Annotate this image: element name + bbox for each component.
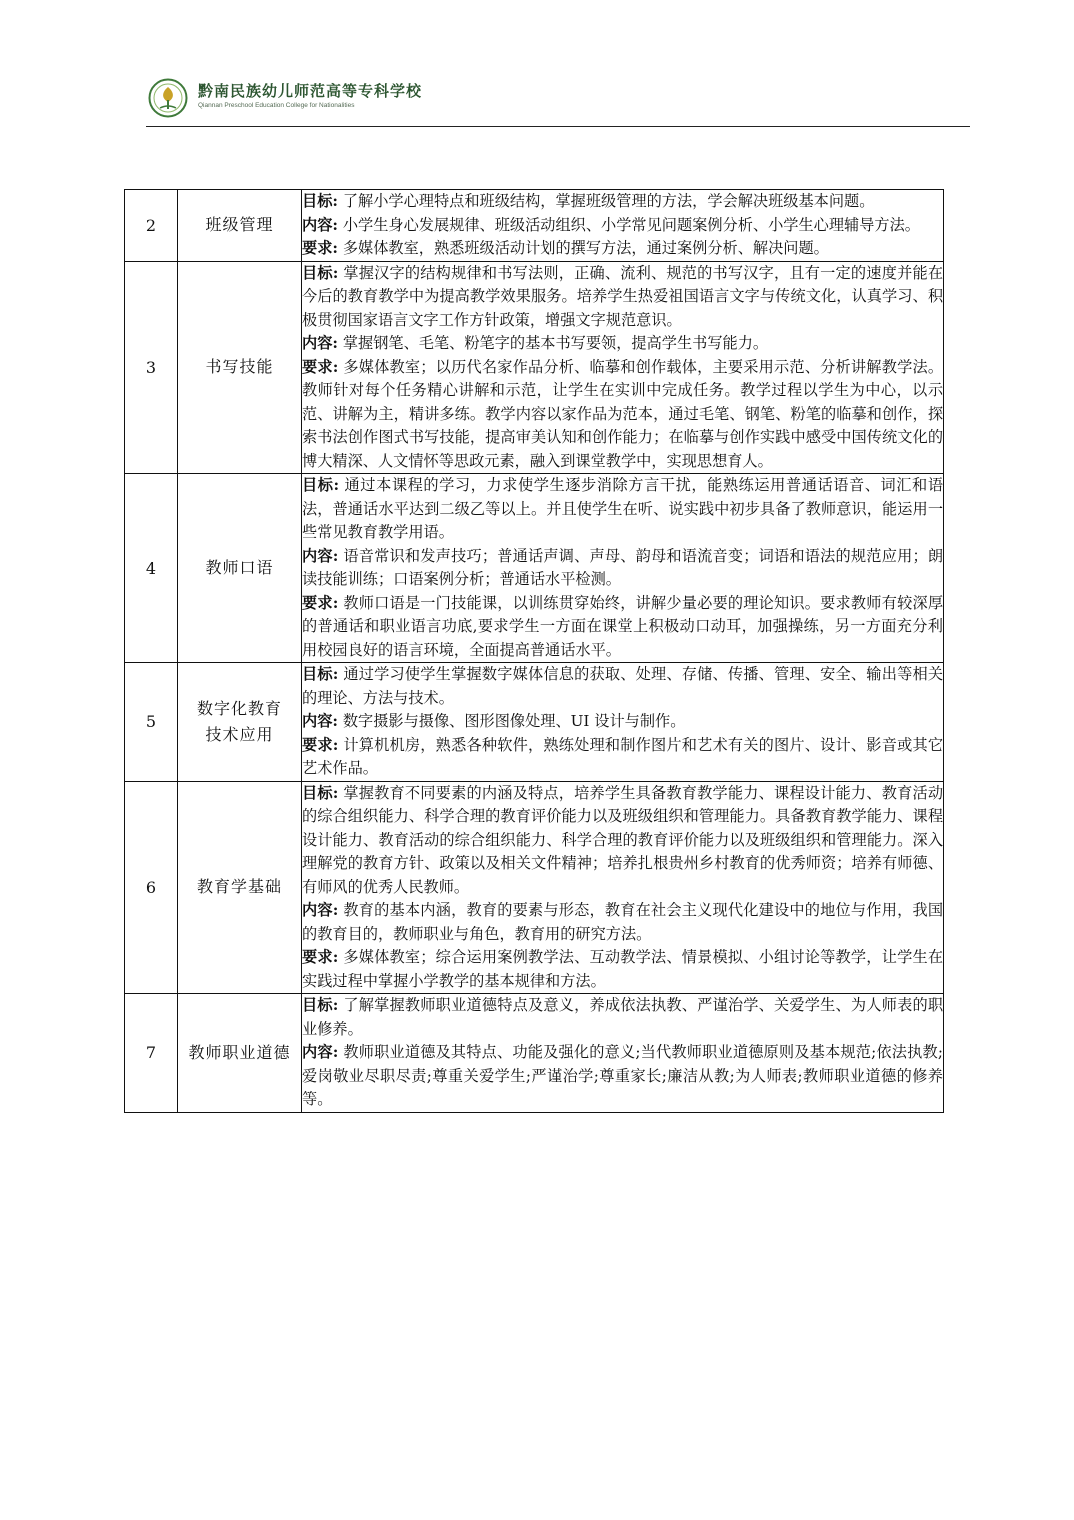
header-divider <box>146 126 970 127</box>
goal-text: 通过学习使学生掌握数字媒体信息的获取、处理、存储、传播、管理、安全、输出等相关的理论、方法与技术。 <box>302 665 944 707</box>
school-name: 黔南民族幼儿师范高等专科学校 <box>198 82 423 100</box>
requirement-text: 多媒体教室，熟悉班级活动计划的撰写方法，通过案例分析、解决问题。 <box>342 239 829 257</box>
requirement-label: 要求: <box>302 357 339 376</box>
table-row <box>125 474 944 663</box>
goal-text: 掌握汉字的结构规律和书写法则，正确、流利、规范的书写汉字，且有一定的速度并能在今后的教育教学中为提高教学效果服务。培养学生热爱祖国语言文字与传统文化，认真学习、积极贯彻国家语言文字工作方针政策，增强文字规范意识。 <box>302 263 944 329</box>
content-text: 教师职业道德及其特点、功能及强化的意义;当代教师职业道德原则及基本规范;依法执教;爱岗敬业尽职尽责;尊重关爱学生;严谨治学;尊重家长;廉洁从教;为人师表;教师职业道德的修养等。 <box>302 1043 944 1108</box>
goal-text: 掌握教育不同要素的内涵及特点，培养学生具备教育教学能力、课程设计能力、教育活动的综合组织能力、科学合理的教育评价能力以及班级组织和管理能力。具备教育教学能力、课程设计能力、教育活动的综合组织能力、科学合理的教育评价能力以及班级组织和管理能力。深入理解党的教育方针、政策以及相关文件精神；培养扎根贵州乡村教育的优秀师资；培养有师德、有师风的优秀人民教师。 <box>302 783 944 896</box>
row-number: 2 <box>125 190 178 262</box>
course-name: 教育学基础 <box>178 781 302 994</box>
table-row <box>125 994 944 1113</box>
requirement-label: 要求: <box>302 593 339 612</box>
goal-label: 目标: <box>302 476 340 494</box>
table-row <box>125 190 944 262</box>
row-number: 4 <box>125 474 178 663</box>
school-emblem-icon <box>148 78 188 118</box>
requirement-text: 多媒体教室；以历代名家作品分析、临摹和创作载体，主要采用示范、分析讲解教学法。教师针对每个任务精心讲解和示范，让学生在实训中完成任务。教学过程以学生为中心，以示范、讲解为主，精讲多练。教学内容以家作品为范本，通过毛笔、钢笔、粉笔的临摹和创作，探索书法创作图式书写技能，提高审美认知和创作能力；在临摹与创作实践中感受中国传统文化的博大精深、人文情怀等思政元素，融入到课堂教学中，实现思想育人。 <box>302 357 944 470</box>
requirement-text: 多媒体教室；综合运用案例教学法、互动教学法、情景模拟、小组讨论等教学，让学生在实践过程中掌握小学教学的基本规律和方法。 <box>302 948 944 990</box>
table-row <box>125 663 944 782</box>
course-name-text: 数字化教育技术应用 <box>196 698 282 744</box>
course-name: 书写技能 <box>178 261 302 474</box>
content-label: 内容: <box>302 334 338 352</box>
course-name: 教师职业道德 <box>178 994 302 1113</box>
course-name <box>178 663 302 782</box>
row-number: 7 <box>125 994 178 1113</box>
content-text: 小学生身心发展规律、班级活动组织、小学常见问题案例分析、小学生心理辅导方法。 <box>342 215 920 234</box>
course-description <box>302 663 944 782</box>
goal-label: 目标: <box>302 192 338 210</box>
content-text: 掌握钢笔、毛笔、粉笔字的基本书写要领，提高学生书写能力。 <box>342 334 769 352</box>
course-description <box>302 474 944 663</box>
requirement-text: 计算机机房，熟悉各种软件，熟练处理和制作图片和艺术有关的图片、设计、影音或其它艺术作品。 <box>302 735 944 777</box>
content-text: 语音常识和发声技巧；普通话声调、声母、韵母和语流音变；词语和语法的规范应用；朗读技能训练；口语案例分析；普通话水平检测。 <box>302 546 944 588</box>
row-number: 6 <box>125 781 178 994</box>
goal-label: 目标: <box>302 263 339 282</box>
content-label: 内容: <box>302 901 339 919</box>
course-description <box>302 190 944 262</box>
table-row <box>125 261 944 474</box>
goal-text: 了解掌握教师职业道德特点及意义，养成依法执教、严谨治学、关爱学生、为人师表的职业修养。 <box>302 996 944 1038</box>
content-label: 内容: <box>302 712 338 730</box>
course-description <box>302 781 944 994</box>
content-label: 内容: <box>302 1043 339 1061</box>
content-text: 数字摄影与摄像、图形图像处理、UI 设计与制作。 <box>342 712 686 730</box>
course-name: 班级管理 <box>178 190 302 262</box>
course-name: 教师口语 <box>178 474 302 663</box>
requirement-label: 要求: <box>302 735 339 754</box>
requirement-text: 教师口语是一门技能课，以训练贯穿始终，讲解少量必要的理论知识。要求教师有较深厚的普通话和职业语言功底,要求学生一方面在课堂上积极动口动耳，加强操练，另一方面充分利用校园良好的语言环境，全面提高普通话水平。 <box>302 593 944 659</box>
requirement-label: 要求: <box>302 239 338 257</box>
course-table <box>124 189 944 1113</box>
course-description <box>302 261 944 474</box>
course-description <box>302 994 944 1113</box>
goal-label: 目标: <box>302 996 339 1014</box>
goal-label: 目标: <box>302 665 339 683</box>
school-name-en: Qiannan Preschool Education College for Nationalities <box>198 102 355 109</box>
row-number: 5 <box>125 663 178 782</box>
goal-text: 了解小学心理特点和班级结构，掌握班级管理的方法，学会解决班级基本问题。 <box>342 192 875 210</box>
table-row <box>125 781 944 994</box>
requirement-label: 要求: <box>302 948 339 966</box>
content-label: 内容: <box>302 546 339 565</box>
goal-text: 通过本课程的学习，力求使学生逐步消除方言干扰，能熟练运用普通话语音、词汇和语法，普通话水平达到二级乙等以上。并且使学生在听、说实践中初步具备了教师意识，能运用一些常见教育教学用语。 <box>302 476 944 541</box>
content-text: 教育的基本内涵，教育的要素与形态，教育在社会主义现代化建设中的地位与作用，我国的教育目的，教师职业与角色，教育用的研究方法。 <box>302 901 944 943</box>
page-header <box>148 74 978 126</box>
goal-label: 目标: <box>302 783 339 802</box>
content-label: 内容: <box>302 215 338 234</box>
row-number: 3 <box>125 261 178 474</box>
